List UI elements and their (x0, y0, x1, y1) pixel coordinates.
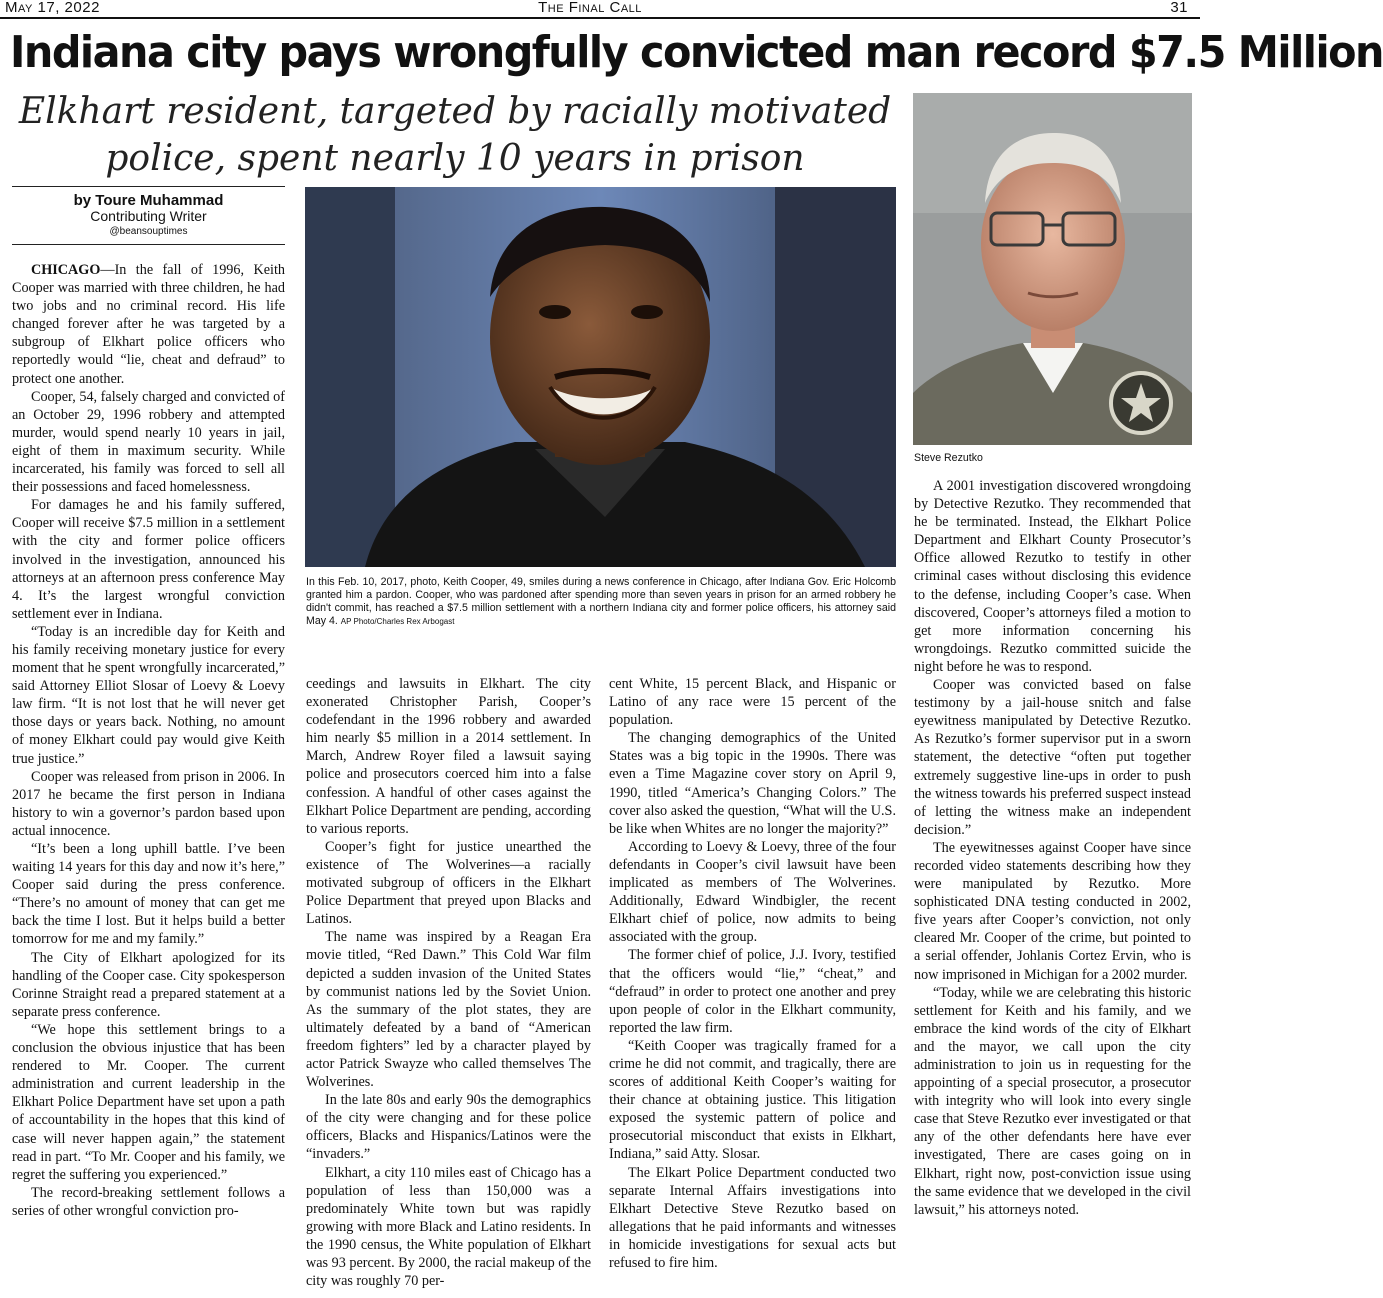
article-paragraph: cent White, 15 percent Black, and Hispanic or Latino of any race were 15 percent of the population. (609, 676, 896, 729)
byline-handle: @beansouptimes (109, 226, 188, 237)
article-paragraph: The former chief of police, J.J. Ivory, testified that the officers would “lie,” “cheat,” and “defraud” in order to protect one another and prey upon people of color in the Elkhart community, reported the law firm. (609, 947, 896, 1036)
steve-rezutko-illustration (913, 93, 1192, 445)
article-paragraph: According to Loevy & Loevy, three of the four defendants in Cooper’s civil lawsuit have been implicated as members of The Wolverines. Additionally, Edward Windbigler, the recent Elkhart chief of police, now admits to being associated with the group. (609, 838, 896, 946)
article-paragraph: The Elkart Police Department conducted two separate Internal Affairs investigations into Elkhart Detective Steve Rezutko based on allegations that he paid informants and witnesses in homicide investigations for sexual acts but refused to fire him. (609, 1164, 896, 1271)
keith-cooper-illustration (305, 187, 896, 567)
article-paragraph: “Keith Cooper was tragically framed for a crime he did not commit, and tragically, there are scores of additional Keith Cooper’s waiting for their chance at obtaining justice. This litigation exposed the systemic pattern of police and prosecutorial misconduct that exists in Elkhart, Indiana,” said Atty. Slosar. (609, 1037, 896, 1163)
article-paragraph: In the late 80s and early 90s the demographics of the city were changing and for these police officers, Blacks and Hispanics/Latinos were the “invaders.” (306, 1092, 591, 1163)
paper-name: The Final Call (538, 0, 642, 16)
dateline: CHICAGO (31, 262, 101, 278)
photo-credit: AP Photo/Charles Rex Arbogast (340, 617, 455, 626)
article-paragraph: “Today, while we are celebrating this historic settlement for Keith and his family, and we embrace the kind words of the city of Elkhart and the mayor, we call upon the city administration to join us in requesting for the appointing of a special prosecutor, a prosecutor with integrity who will look into every single case that Steve Rezutko ever investigated or that any of the other defendants here have ever investigated, There are cases going on in Elkhart, right now, post-conviction issue using the same evidence that we developed in the civil lawsuit,” his attorneys noted. (914, 984, 1191, 1218)
header-rule (0, 17, 1200, 19)
article-paragraph: “It’s been a long uphill battle. I’ve been waiting 14 years for this day and now it’s here,” Cooper said during the press conference. “There’s no amount of money that can get me back the time I lost. But it helps build a better tomorrow for me and my family.” (12, 841, 285, 948)
article-paragraph: Cooper, 54, falsely charged and convicted of an October 29, 1996 robbery and attempted murder, would spend nearly 10 years in jail, eight of them in maximum security. While incarcerated, his family was forced to sell all their possessions and faced homelessness. (12, 388, 285, 496)
byline-bottom-rule (12, 244, 285, 245)
article-column-1 (12, 261, 285, 1295)
byline-name: by Toure Muhammad (73, 192, 224, 209)
keith-cooper-photo (305, 187, 896, 567)
article-paragraph: The name was inspired by a Reagan Era movie titled, “Red Dawn.” This Cold War film depicted a sudden invasion of the United States by communist nations led by the Soviet Union. As the summary of the plot states, they are ultimately defeated by a band of “American freedom fighters” led by a character played by actor Patrick Swayze who called themselves The Wolverines. (306, 929, 591, 1091)
article-paragraph: The record-breaking settlement follows a series of other wrongful conviction pro- (12, 1184, 285, 1219)
article-column-3 (609, 675, 896, 1295)
article-paragraph: “Today is an incredible day for Keith and his family receiving monetary justice for every moment that he spent wrongfully incarcerated,” said Attorney Elliot Slosar of Loevy & Loevy law firm. “It is not lost that he will never get those days or years back. Nothing, no amount of money Elkhart could pay would give Keith true justice.” (12, 623, 285, 767)
article-paragraph: Elkhart, a city 110 miles east of Chicago has a population of less than 150,000 was a predominately White town but was rapidly growing with more Black and Latino residents. In the 1990 census, the White population of Elkhart was 93 percent. By 2000, the racial makeup of the city was roughly 70 per- (306, 1164, 591, 1290)
deck-subheadline: Elkhart resident, targeted by racially motivated police, spent nearly 10 years in prison (18, 91, 892, 179)
article-paragraph: Cooper’s fight for justice unearthed the existence of The Wolverines—a racially motivated subgroup of officers in the Elkhart Police Department that preyed upon Blacks and Latinos. (306, 838, 591, 928)
article-paragraph: Cooper was convicted based on false testimony by a jail-house snitch and false eyewitness manipulated by Detective Rezutko. As Rezutko’s former supervisor put in a sworn statement, the detective “often put together extremely suggestive line-ups in order to push the witness towards his preferred suspect instead of letting the witness make an independent decision.” (914, 677, 1191, 838)
caption-text: In this Feb. 10, 2017, photo, Keith Cooper, 49, smiles during a news conference in Chicago, after Indiana Gov. Eric Holcomb granted him a pardon. Cooper, who was pardoned after spending more than seven years in prison for an armed robbery he didn't commit, has reached a $7.5 million settlement with a northern Indiana city and former police officers, his attorney said May 4. (306, 576, 896, 627)
page-number: 31 (1170, 0, 1188, 16)
steve-rezutko-photo (913, 93, 1192, 445)
side-photo-caption: Steve Rezutko (914, 452, 983, 464)
headline: Indiana city pays wrongfully convicted man record $7.5 Million (10, 27, 1383, 78)
article-column-4 (914, 477, 1191, 1295)
article-paragraph: “We hope this settlement brings to a conclusion the obvious injustice that has been rendered to Mr. Cooper. The current administration and current leadership in the Elkhart Police Department have set upon a path of accountability in the hopes that this kind of case will never happen again,” the statement read in part. “To Mr. Cooper and his family, we regret the suffering you experienced.” (12, 1021, 285, 1183)
article-paragraph: The eyewitnesses against Cooper have since recorded video statements describing how they were manipulated by Rezutko. More sophisticated DNA testing conducted in 2002, five years after Cooper’s conviction, not only cleared Mr. Cooper of the crime, but pointed to a serial offender, Johlanis Cortez Ervin, who is now imprisoned in Michigan for a 2002 murder. (914, 839, 1191, 983)
article-paragraph: For damages he and his family suffered, Cooper will receive $7.5 million in a settlement with the city and former police officers involved in the investigation, announced his attorneys at an afternoon press conference May 4. It’s the largest wrongful conviction settlement ever in Indiana. (12, 497, 285, 622)
issue-date: May 17, 2022 (5, 0, 100, 16)
article-paragraph: A 2001 investigation discovered wrongdoing by Detective Rezutko. They recommended that he be terminated. Instead, the Elkhart Police Department and Elkhart County Prosecutor’s Office allowed Rezutko to testify in other criminal cases without disclosing this evidence to the defense, including Cooper’s case. When discovered, Cooper’s attorneys filed a motion to get more information concerning his wrongdoings. Rezutko committed suicide the night before he was to respond. (914, 478, 1191, 675)
article-paragraph: Cooper was released from prison in 2006. In 2017 he became the first person in Indiana history to win a governor’s pardon based upon actual innocence. (12, 768, 285, 839)
article-paragraph: The City of Elkhart apologized for its handling of the Cooper case. City spokesperson Corinne Straight read a prepared statement at a separate press conference. (12, 949, 285, 1020)
article-paragraph: The changing demographics of the United States was a big topic in the 1990s. There was even a Time Magazine cover story on April 9, 1990, titled “America’s Changing Colors.” The cover also asked the question, “What will the U.S. be like when Whites are no longer the majority?” (609, 730, 896, 837)
main-photo-caption (306, 576, 896, 628)
byline-role: Contributing Writer (90, 208, 207, 224)
article-paragraph: CHICAGO—In the fall of 1996, Keith Cooper was married with three children, he had two jobs and no criminal record. His life changed forever after he was targeted by a subgroup of Elkhart police officers who reportedly would “lie, cheat and defraud” to protect one another. (12, 262, 285, 387)
article-paragraph: ceedings and lawsuits in Elkhart. The city exonerated Christopher Parish, Cooper’s codefendant in the 1996 robbery and awarded him nearly $5 million in a 2014 settlement. In March, Andrew Royer filed a lawsuit saying police and prosecutors coerced him into a false confession. A handful of other cases against the Elkhart Police Department are pending, according to various reports. (306, 676, 591, 837)
byline-top-rule (12, 186, 285, 187)
article-column-2 (306, 675, 591, 1295)
